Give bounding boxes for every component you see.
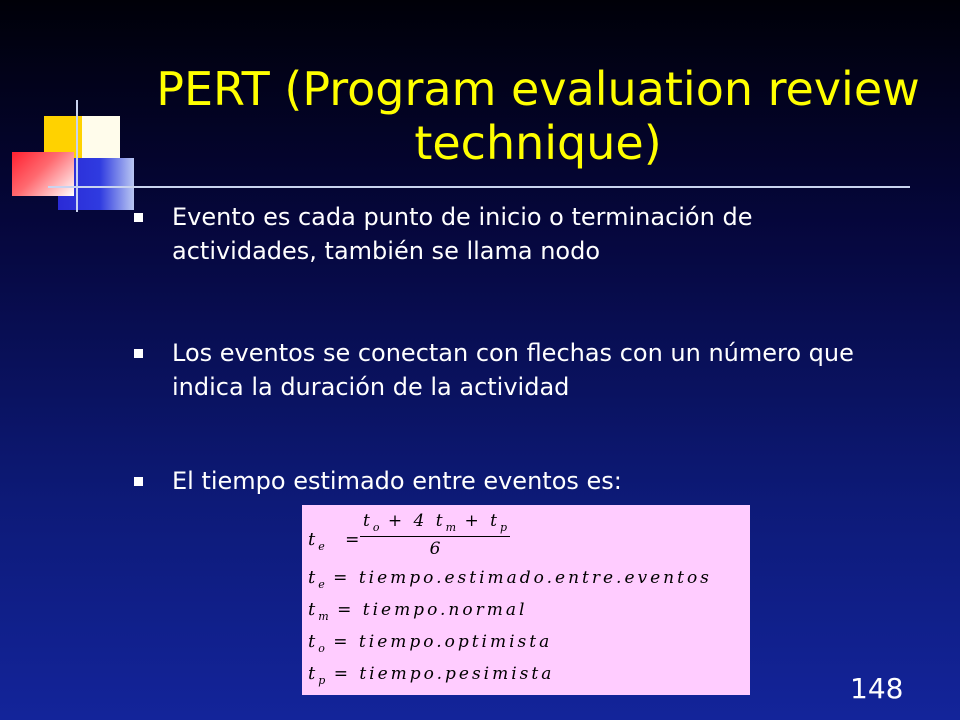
bullet-text: El tiempo estimado entre eventos es: — [172, 467, 622, 495]
bullet-item — [134, 464, 892, 498]
decor-vertical-line — [76, 100, 78, 212]
bullet-text: Los eventos se conectan con flechas con un número que indica la duración de la actividad — [172, 339, 854, 401]
bullet-square-icon — [134, 213, 143, 222]
formula-definition: $t_o$ = tiempo.optimista — [308, 631, 553, 655]
formula-fraction — [360, 511, 510, 559]
formula-definition: $t_p$ = tiempo.pesimista — [308, 663, 555, 687]
bullet-item — [134, 336, 892, 404]
formula-denominator: 6 — [429, 539, 441, 559]
title-underline — [48, 186, 910, 188]
decor-red-square — [12, 152, 74, 196]
formula-box — [302, 505, 750, 695]
bullet-item — [134, 200, 892, 268]
bullet-square-icon — [134, 477, 143, 486]
formula-definition: $t_e$ = tiempo.estimado.entre.eventos — [308, 567, 712, 591]
formula-lhs: $t_e$ = — [308, 529, 363, 553]
slide-title: PERT (Program evaluation review technique) — [156, 62, 920, 170]
formula-definition: $t_m$ = tiempo.normal — [308, 599, 528, 623]
formula-numerator: $t_o + 4$ $t_m + t_p$ — [360, 511, 510, 537]
bullet-text: Evento es cada punto de inicio o terminación de actividades, también se llama nodo — [172, 203, 753, 265]
page-number: 148 — [850, 672, 904, 705]
bullet-square-icon — [134, 349, 143, 358]
